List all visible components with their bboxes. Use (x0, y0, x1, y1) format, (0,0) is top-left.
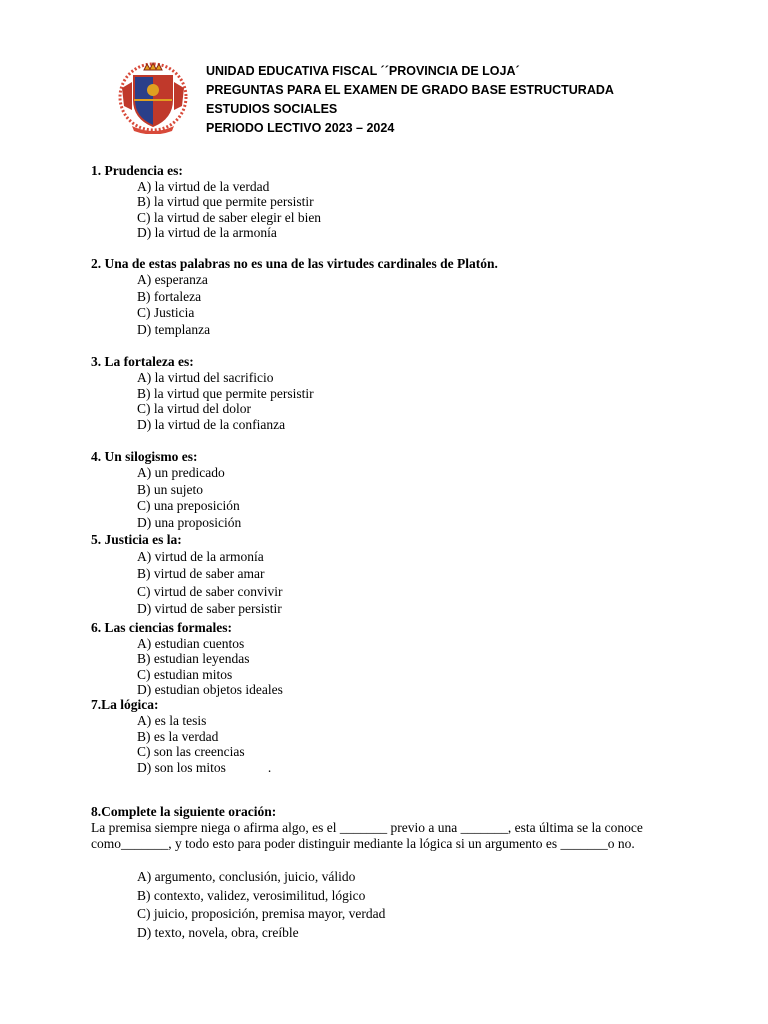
option-c: C) la virtud del dolor (137, 401, 251, 416)
question-1 (91, 162, 321, 240)
sentence-line-1: La premisa siempre niega o afirma algo, es el _______ previo a una _______, esta última se la conoce (91, 820, 643, 835)
document-header (206, 62, 614, 138)
question-7 (91, 696, 271, 775)
fill-in-sentence (91, 820, 691, 852)
spacer (91, 852, 691, 868)
option-b: B) fortaleza (137, 288, 202, 304)
option-a: A) la virtud del sacrificio (137, 370, 274, 385)
question-title: 5. Justicia es la: (91, 532, 182, 547)
question-title: 4. Un silogismo es: (91, 449, 198, 464)
option-d-row (137, 760, 271, 776)
trailing-dot: . (267, 759, 272, 775)
option-d: D) texto, novela, obra, creíble (137, 924, 299, 940)
school-name: UNIDAD EDUCATIVA FISCAL ´´PROVINCIA DE LOJA´ (206, 64, 520, 78)
option-a: A) argumento, conclusión, juicio, válido (137, 869, 356, 884)
question-5 (91, 531, 282, 617)
sentence-line-2: como_______, y todo esto para poder distinguir mediante la lógica si un argumento es _______o no. (91, 836, 635, 851)
question-8 (91, 803, 691, 942)
question-2 (91, 255, 498, 339)
question-title: 8.Complete la siguiente oración: (91, 804, 277, 819)
option-c: C) virtud de saber convivir (137, 583, 283, 599)
subject: ESTUDIOS SOCIALES (206, 102, 338, 116)
option-d: D) virtud de saber persistir (137, 600, 282, 616)
question-title: 7.La lógica: (91, 697, 159, 712)
option-b: B) la virtud que permite persistir (137, 194, 314, 210)
option-d: D) templanza (137, 322, 211, 338)
option-d: D) estudian objetos ideales (137, 681, 283, 697)
option-a: A) estudian cuentos (137, 636, 245, 651)
school-crest-logo (112, 60, 194, 134)
school-year: PERIODO LECTIVO 2023 – 2024 (206, 121, 395, 135)
option-a: A) es la tesis (137, 713, 207, 728)
option-b: B) virtud de saber amar (137, 566, 265, 582)
option-c: C) la virtud de saber elegir el bien (137, 209, 322, 225)
option-a: A) esperanza (137, 272, 208, 287)
option-a: A) un predicado (137, 465, 225, 480)
question-3 (91, 353, 314, 432)
option-c: C) estudian mitos (137, 666, 233, 682)
option-a: A) la virtud de la verdad (137, 179, 270, 194)
option-c: C) una preposición (137, 498, 240, 513)
exam-title: PREGUNTAS PARA EL EXAMEN DE GRADO BASE ESTRUCTURADA (206, 83, 614, 97)
option-c: C) juicio, proposición, premisa mayor, verdad (137, 906, 386, 921)
question-4 (91, 448, 241, 531)
option-d: D) son los mitos (137, 759, 226, 775)
question-title: 2. Una de estas palabras no es una de las virtudes cardinales de Platón. (91, 256, 498, 271)
option-d: D) una proposición (137, 514, 242, 530)
option-b: B) un sujeto (137, 481, 203, 497)
option-b: B) la virtud que permite persistir (137, 385, 314, 401)
option-b: B) contexto, validez, verosimilitud, lógico (137, 887, 366, 903)
option-c: C) Justicia (137, 305, 195, 321)
option-b: B) es la verdad (137, 728, 219, 744)
option-c: C) son las creencias (137, 744, 245, 759)
question-title: 3. La fortaleza es: (91, 354, 194, 369)
option-b: B) estudian leyendas (137, 651, 250, 667)
option-d: D) la virtud de la confianza (137, 416, 286, 432)
question-title: 6. Las ciencias formales: (91, 620, 232, 635)
option-d: D) la virtud de la armonía (137, 224, 277, 240)
question-6 (91, 619, 283, 697)
option-a: A) virtud de la armonía (137, 549, 264, 564)
question-title: 1. Prudencia es: (91, 163, 183, 178)
